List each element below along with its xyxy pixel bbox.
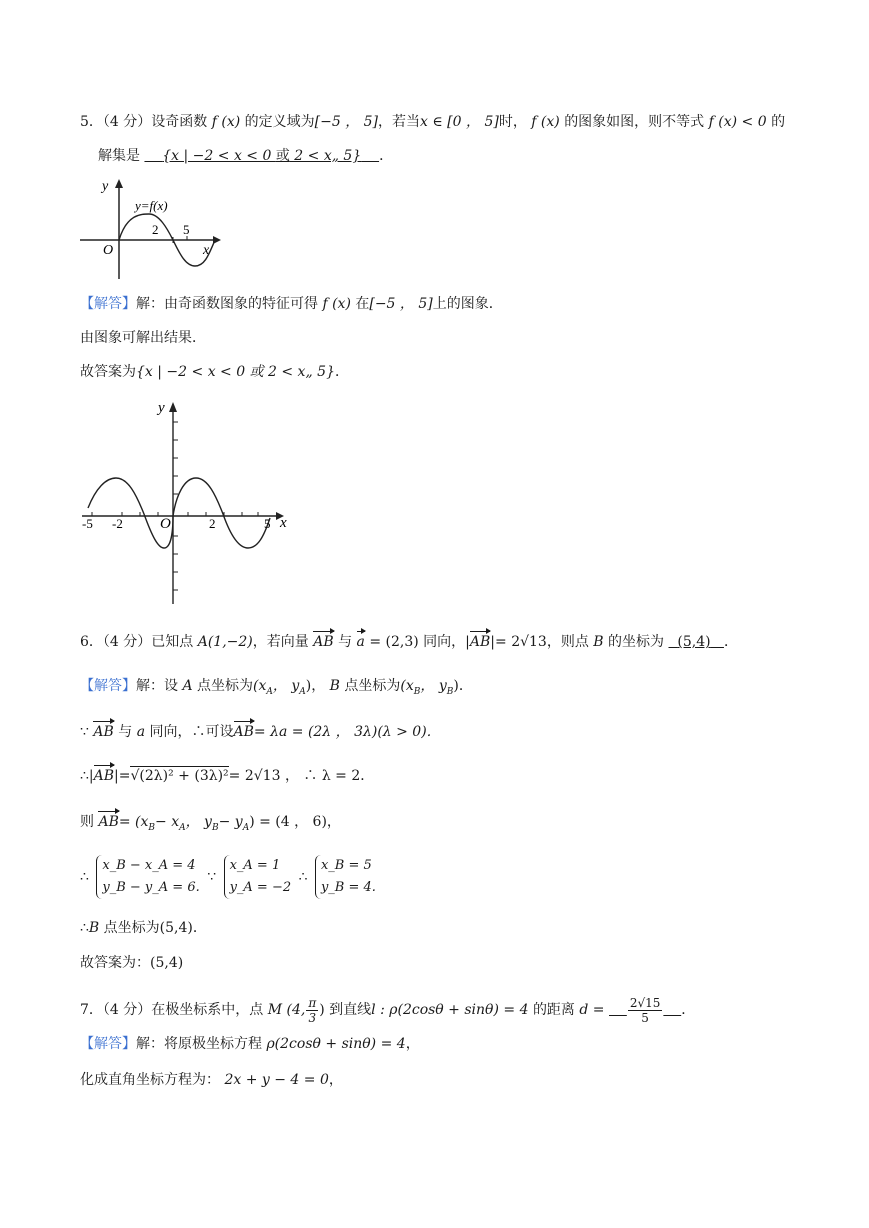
q5-full-graph-tick: 2 xyxy=(209,516,216,531)
q5-full-graph-tick: -5 xyxy=(82,516,93,531)
q6-solution-line1: 【解答】解：设 A 点坐标为($x_A$， $y_A$)， B 点坐标为($x_B$， $y_B$)． xyxy=(80,678,473,697)
q5-full-graph xyxy=(78,396,298,611)
q6-system-3: x_B = 5 y_B = 4. xyxy=(315,855,376,899)
q5-graph-x-label: x xyxy=(203,243,210,258)
q6-stem: 6．（4 分）已知点 A(1,−2)，若向量 AB 与 a = (2,3) 同向，|AB|= 2√13，则点 B 的坐标为 (5,4) ． xyxy=(80,634,738,650)
q5-full-graph-origin: O xyxy=(160,516,171,532)
q5-stem-line2: 解集是 {x | −2 < x < 0 或 2 < x„ 5} ． xyxy=(98,148,394,164)
q7-solution-line2: 化成直角坐标方程为： 2x + y − 4 = 0， xyxy=(80,1072,343,1088)
q6-solution-line2: ∵ AB 与 a 同向，∴可设AB= λa = (2λ ， 3λ)(λ > 0)． xyxy=(80,724,441,740)
q6-solution-line6: ∴B 点坐标为(5,4)． xyxy=(80,920,207,936)
q5-full-graph-y-label: y xyxy=(158,400,165,416)
q6-answer-blank: (5,4) xyxy=(677,634,711,650)
q5-graph-origin: O xyxy=(103,243,114,258)
q5-small-graph xyxy=(75,174,225,284)
q7-answer-blank xyxy=(609,995,681,1025)
q6-solution-line4: 则 $AB= (x_B- x_A$， $y_B- y_A) = (4$ ， 6)， xyxy=(80,814,341,833)
q5-graph-func-label: y=f(x) xyxy=(135,198,168,213)
q7-stem: 7．（4 分）在极坐标系中，点 M (4, $\frac{\pi}{3}$ ) 到直线l : ρ(2cosθ + sinθ) = 4 的距离 d = $\frac{2√15}{5}$ ． xyxy=(80,995,696,1025)
q7-solution-line1: 【解答】解：将原极坐标方程 ρ(2cosθ + sinθ) = 4， xyxy=(80,1036,420,1052)
q5-graph-tick-5: 5 xyxy=(183,222,190,237)
q7-answer-fraction: $\frac{2√15}{5}$ xyxy=(629,995,661,1025)
q5-solution-line3: 故答案为{x | −2 < x < 0 或 2 < x„ 5}． xyxy=(80,364,349,380)
q5-full-graph-tick: 5 xyxy=(264,516,271,531)
q5-solution-line2: 由图象可解出结果． xyxy=(80,330,206,346)
q6-solution-systems: ∴ x_B − x_A = 4 y_B − y_A = 6. ∵ x_A = 1 y_A = −2 ∴ x_B = 5 y_B = 4. xyxy=(80,850,379,904)
q5-answer-blank: {x | −2 < x < 0 或 2 < x„ 5} xyxy=(162,148,362,164)
q7-pi-over-3: $\frac{\pi}{3}$ xyxy=(308,995,317,1025)
q5-graph-y-label: y xyxy=(102,179,109,194)
q6-system-1: x_B − x_A = 4 y_B − y_A = 6. xyxy=(96,855,199,899)
q5-full-graph-x-label: x xyxy=(280,515,287,531)
q5-stem-line1: 5．（4 分）设奇函数 f (x) 的定义域为[−5 ， 5]，若当x ∈ [0 ， 5]时， f (x) 的图象如图，则不等式 f (x) < 0 的 xyxy=(80,114,786,130)
q5-full-graph-tick: -2 xyxy=(112,516,123,531)
q5-solution-line1: 【解答】解：由奇函数图象的特征可得 f (x) 在[−5 ， 5]上的图象． xyxy=(80,296,503,312)
q6-solution-line3: ∴|AB|=√(2λ)² + (3λ)²= 2√13 ， ∴ λ = 2． xyxy=(80,768,375,784)
q5-graph-tick-2: 2 xyxy=(152,222,159,237)
q6-solution-line7: 故答案为：(5,4) xyxy=(80,955,184,971)
q6-system-2: x_A = 1 y_A = −2 xyxy=(224,855,292,899)
